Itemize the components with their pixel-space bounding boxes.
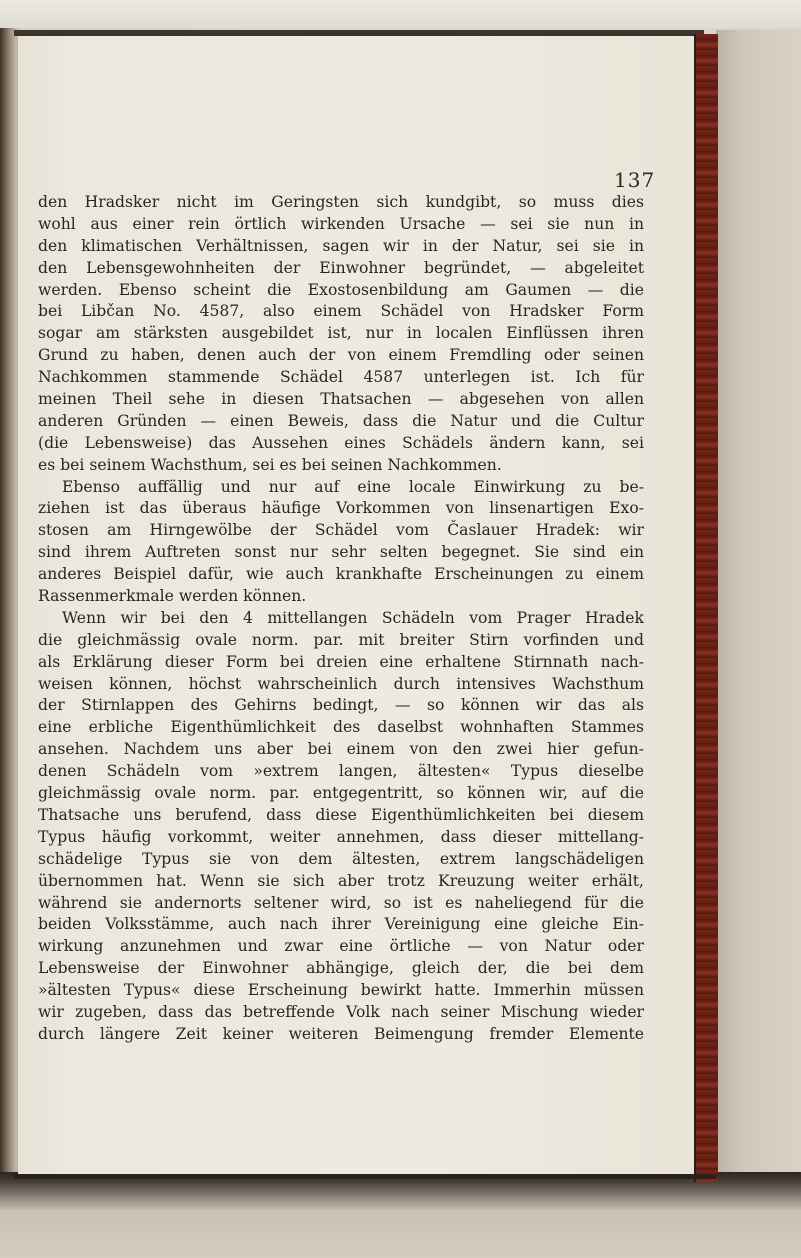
- text-line: als Erklärung dieser Form bei dreien eine erhaltene Stirnnath nach-: [38, 652, 644, 671]
- text-line: Grund zu haben, denen auch der von einem Fremdling oder seinen: [38, 346, 644, 365]
- text-line: (die Lebensweise) das Aussehen eines Schädels ändern kann, sei: [38, 433, 644, 452]
- text-line: »ältesten Typus« diese Erscheinung bewirkt hatte. Immerhin müssen: [38, 981, 644, 1000]
- text-line: sogar am stärksten ausgebildet ist, nur in localen Einflüssen ihren: [38, 324, 644, 343]
- text-line: werden. Ebenso scheint die Exostosenbildung am Gaumen — die: [38, 280, 644, 299]
- page-bottom-border: [14, 1174, 716, 1179]
- text-line: die gleichmässig ovale norm. par. mit breiter Stirn vorfinden und: [38, 630, 644, 649]
- text-line: Thatsache uns berufend, dass diese Eigenthümlichkeiten bei diesem: [38, 805, 644, 824]
- text-line: während sie andernorts seltener wird, so ist es naheliegend für die: [38, 893, 644, 912]
- text-line: anderen Gründen — einen Beweis, dass die Natur und die Cultur: [38, 411, 644, 430]
- body-text: [38, 192, 644, 1046]
- text-line: den klimatischen Verhältnissen, sagen wir in der Natur, sei sie in: [38, 236, 644, 255]
- text-line: ziehen ist das überaus häufige Vorkommen von linsenartigen Exo-: [38, 499, 644, 518]
- text-line: Ebenso auffällig und nur auf eine locale Einwirkung zu be-: [62, 477, 644, 496]
- text-line: bei Libčan No. 4587, also einem Schädel von Hradsker Form: [38, 302, 644, 321]
- text-line: Nachkommen stammende Schädel 4587 unterlegen ist. Ich für: [38, 368, 644, 387]
- book-bottom-shadow: [0, 1172, 801, 1258]
- book-cover-edge-outer: [716, 30, 801, 1190]
- text-line: den Hradsker nicht im Geringsten sich kundgibt, so muss dies: [38, 193, 644, 211]
- text-line: gleichmässig ovale norm. par. entgegentritt, so können wir, auf die: [38, 784, 644, 803]
- text-line: Wenn wir bei den 4 mittellangen Schädeln vom Prager Hradek: [62, 608, 644, 627]
- text-line: anderes Beispiel dafür, wie auch krankhafte Erscheinungen zu einem: [38, 565, 644, 584]
- text-line: durch längere Zeit keiner weiteren Beimengung fremder Elemente: [38, 1024, 644, 1043]
- text-line: es bei seinem Wachsthum, sei es bei seinen Nachkommen.: [38, 455, 502, 474]
- text-line: der Stirnlappen des Gehirns bedingt, — so können wir das als: [38, 696, 644, 715]
- text-line: Typus häufig vorkommt, weiter annehmen, dass dieser mittellang-: [38, 827, 644, 846]
- text-line: wir zugeben, dass das betreffende Volk nach seiner Mischung wieder: [38, 1002, 644, 1021]
- page-number: 137: [614, 168, 656, 192]
- text-line: weisen können, höchst wahrscheinlich durch intensives Wachsthum: [38, 674, 644, 693]
- book-spine-shadow: [0, 28, 18, 1198]
- book-cover-edge: [694, 34, 718, 1182]
- text-line: den Lebensgewohnheiten der Einwohner begründet, — abgeleitet: [38, 258, 644, 277]
- text-line: wirkung anzunehmen und zwar eine örtliche — von Natur oder: [38, 937, 644, 956]
- text-line: wohl aus einer rein örtlich wirkenden Ursache — sei sie nun in: [38, 214, 644, 233]
- text-line: stosen am Hirngewölbe der Schädel vom Časlauer Hradek: wir: [38, 521, 644, 540]
- text-line: schädelige Typus sie von dem ältesten, extrem langschädeligen: [38, 849, 644, 868]
- text-line: eine erbliche Eigenthümlichkeit des daselbst wohnhaften Stammes: [38, 718, 644, 737]
- text-line: übernommen hat. Wenn sie sich aber trotz Kreuzung weiter erhält,: [38, 871, 644, 890]
- text-line: sind ihrem Auftreten sonst nur sehr selten begegnet. Sie sind ein: [38, 543, 644, 562]
- text-line: ansehen. Nachdem uns aber bei einem von den zwei hier gefun-: [38, 740, 644, 759]
- text-line: denen Schädeln vom »extrem langen, ältesten« Typus dieselbe: [38, 762, 644, 781]
- text-line: Lebensweise der Einwohner abhängige, gleich der, die bei dem: [38, 959, 644, 978]
- text-line: meinen Theil sehe in diesen Thatsachen — abgesehen von allen: [38, 390, 644, 409]
- text-line: Rassenmerkmale werden können.: [38, 587, 307, 606]
- text-line: beiden Volksstämme, auch nach ihrer Vereinigung eine gleiche Ein-: [38, 915, 644, 934]
